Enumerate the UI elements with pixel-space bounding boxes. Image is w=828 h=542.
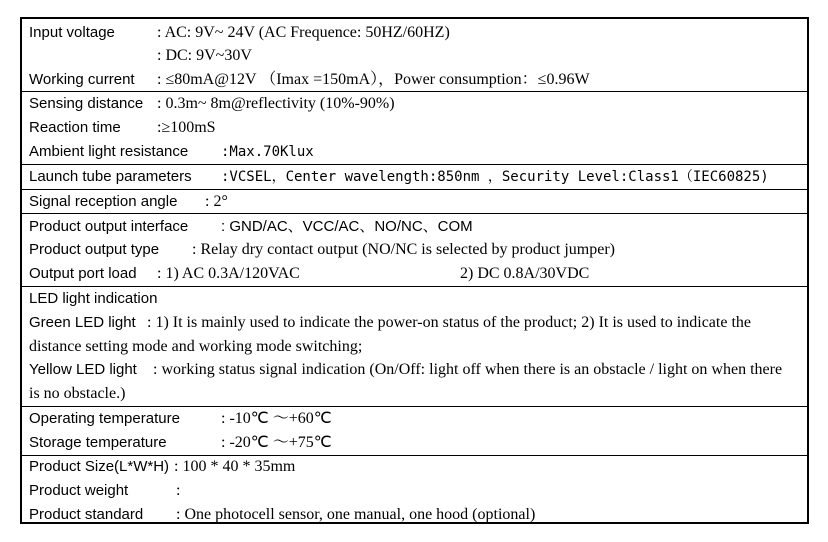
working-current-value: : ≤80mA@12V （Imax =150mA），Power consumption：≤0.96W [157, 71, 590, 88]
output-type-label: Product output type [29, 241, 160, 258]
green-led-label: Green LED light [29, 314, 136, 331]
signal-angle-label: Signal reception angle [29, 193, 178, 210]
product-size-value: : 100 * 40 * 35mm [174, 458, 296, 475]
input-voltage-label: Input voltage [29, 24, 115, 41]
reaction-time-label: Reaction time [29, 119, 121, 136]
input-voltage-dc: : DC: 9V~30V [157, 47, 252, 64]
yellow-led-text-cont: is no obstacle.) [29, 385, 126, 402]
divider [22, 213, 807, 214]
output-interface-label: Product output interface [29, 218, 189, 235]
spec-table [20, 17, 809, 524]
sensing-distance-label: Sensing distance [29, 95, 144, 112]
output-port-value-2: 2) DC 0.8A/30VDC [460, 265, 590, 282]
ambient-light-value: :Max.70Klux [221, 144, 314, 160]
output-interface-value: : GND/AC、VCC/AC、NO/NC、COM [221, 218, 473, 235]
reaction-time-value: :≥100mS [157, 119, 216, 136]
operating-temp-label: Operating temperature [29, 410, 180, 427]
product-weight-label: Product weight [29, 482, 129, 499]
signal-angle-value: : 2° [205, 193, 228, 210]
output-type-value: : Relay dry contact output (NO/NC is selected by product jumper) [192, 241, 616, 258]
led-title: LED light indication [29, 290, 158, 307]
storage-temp-label: Storage temperature [29, 434, 167, 451]
product-size-label: Product Size(L*W*H) [29, 458, 170, 475]
green-led-text: : 1) It is mainly used to indicate the power-on status of the product; 2) It is used to indicate the [147, 314, 751, 331]
product-weight-value: : [176, 482, 181, 499]
operating-temp-value: : -10℃ ～+60℃ [221, 410, 332, 427]
product-standard-value: : One photocell sensor, one manual, one hood (optional) [176, 506, 536, 523]
green-led-text-cont: distance setting mode and working mode switching; [29, 338, 363, 355]
product-standard-label: Product standard [29, 506, 144, 523]
working-current-label: Working current [29, 71, 135, 88]
output-port-label: Output port load [29, 265, 137, 282]
launch-tube-value: :VCSEL，Center wavelength:850nm ，Security Level:Class1（IEC60825) [221, 169, 769, 185]
yellow-led-label: Yellow LED light [29, 361, 137, 378]
output-port-value-1: : 1) AC 0.3A/120VAC [157, 265, 300, 282]
ambient-light-label: Ambient light resistance [29, 143, 189, 160]
input-voltage-ac: : AC: 9V~ 24V (AC Frequence: 50HZ/60HZ) [157, 24, 450, 41]
launch-tube-label: Launch tube parameters [29, 168, 192, 185]
yellow-led-text: : working status signal indication (On/Off: light off when there is an obstacle / light on when there [153, 361, 783, 378]
storage-temp-value: : -20℃ ～+75℃ [221, 434, 332, 451]
sensing-distance-value: : 0.3m~ 8m@reflectivity (10%-90%) [157, 95, 395, 112]
